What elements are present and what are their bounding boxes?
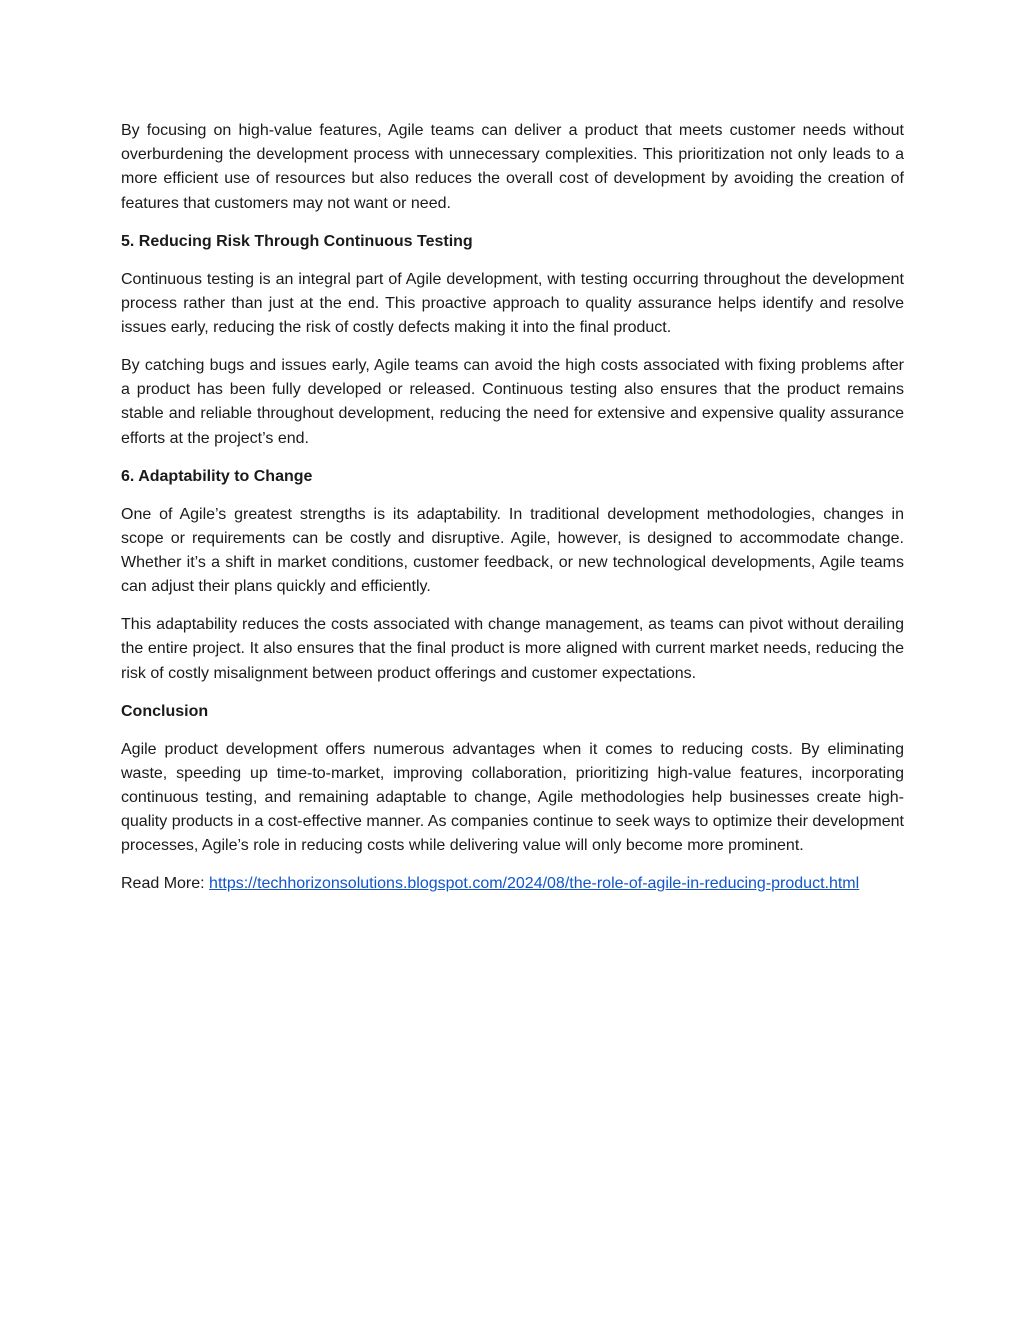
heading-adaptability: 6. Adaptability to Change <box>121 467 313 485</box>
read-more-line <box>121 872 904 896</box>
heading-conclusion: Conclusion <box>121 702 209 720</box>
read-more-label: Read More: <box>121 875 205 893</box>
heading-reducing-risk: 5. Reducing Risk Through Continuous Testing <box>121 232 473 250</box>
read-more-link[interactable]: https://techhorizonsolutions.blogspot.com/2024/08/the-role-of-agile-in-reducing-product.html <box>209 875 860 893</box>
paragraph-prioritization: By focusing on high-value features, Agile teams can deliver a product that meets customer needs without overburdening the development process with unnecessary complexities. This prioritization not only leads to a more efficient use of resources but also reduces the overall cost of development by avoiding the creation of features that customers may not want or need. <box>121 122 904 212</box>
document-page <box>121 119 904 897</box>
paragraph-continuous-testing: Continuous testing is an integral part of Agile development, with testing occurring throughout the development process rather than just at the end. This proactive approach to quality assurance helps identify and resolve issues early, reducing the risk of costly defects making it into the final product. <box>121 270 904 337</box>
paragraph-change-management: This adaptability reduces the costs associated with change management, as teams can pivot without derailing the entire project. It also ensures that the final product is more aligned with current market needs, reducing the risk of costly misalignment between product offerings and customer expectations. <box>121 616 904 682</box>
paragraph-agile-strengths: One of Agile’s greatest strengths is its adaptability. In traditional development methodologies, changes in scope or requirements can be costly and disruptive. Agile, however, is designed to accommodate change. Whether it’s a shift in market conditions, customer feedback, or new technological developments, Agile teams can adjust their plans quickly and efficiently. <box>121 505 904 596</box>
paragraph-conclusion: Agile product development offers numerous advantages when it comes to reducing costs. By eliminating waste, speeding up time-to-market, improving collaboration, prioritizing high-value features, incorporating continuous testing, and remaining adaptable to change, Agile methodologies help businesses create high-quality products in a cost-effective manner. As companies continue to seek ways to optimize their development processes, Agile’s role in reducing costs while delivering value will only become more prominent. <box>121 740 904 855</box>
paragraph-catching-bugs: By catching bugs and issues early, Agile teams can avoid the high costs associated with fixing problems after a product has been fully developed or released. Continuous testing also ensures that the product remains stable and reliable throughout development, reducing the need for extensive and expensive quality assurance efforts at the project’s end. <box>121 357 904 447</box>
